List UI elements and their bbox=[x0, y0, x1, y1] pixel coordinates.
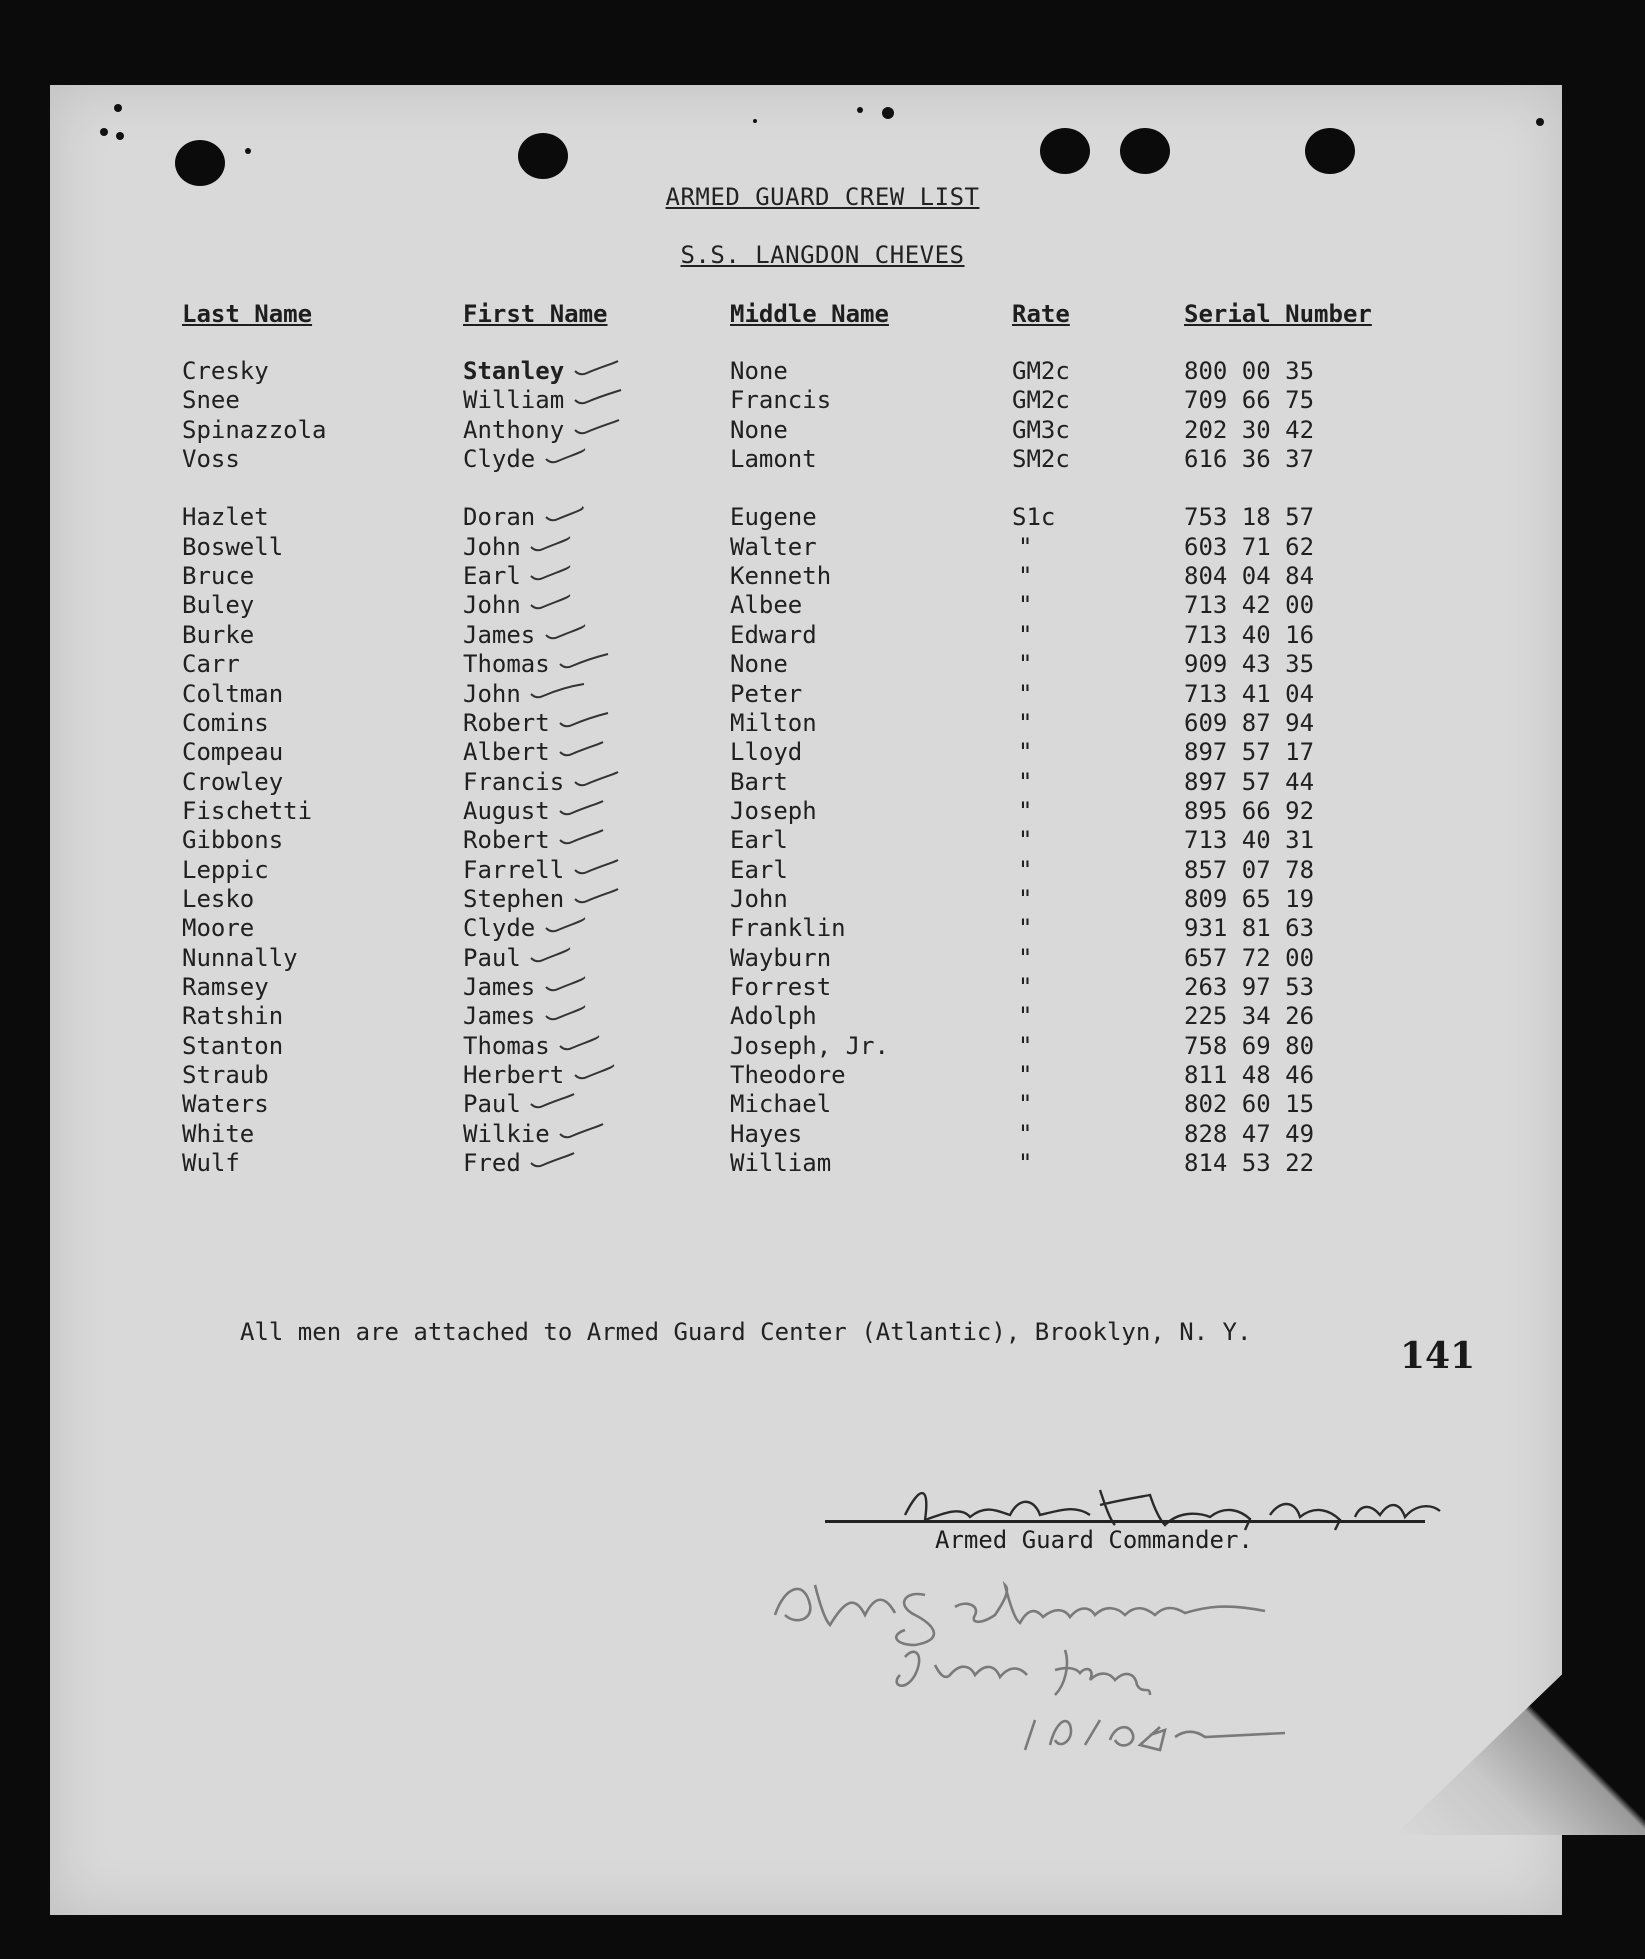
crew-middle-name: Hayes bbox=[730, 1119, 803, 1148]
check-mark bbox=[529, 682, 589, 704]
crew-last-name: Spinazzola bbox=[182, 415, 327, 444]
crew-middle-name: Franklin bbox=[730, 914, 846, 943]
crew-serial-number: 897 57 44 bbox=[1184, 767, 1315, 796]
inspector-signature bbox=[765, 1545, 1325, 1805]
crew-last-name: Voss bbox=[182, 445, 240, 474]
crew-middle-name: Earl bbox=[730, 826, 788, 855]
crew-last-name: Fischetti bbox=[182, 796, 313, 825]
crew-rate: " bbox=[1018, 826, 1033, 855]
check-mark bbox=[544, 1004, 604, 1026]
crew-first-name: Clyde bbox=[463, 914, 536, 943]
crew-serial-number: 800 00 35 bbox=[1184, 357, 1315, 385]
crew-first-name: August bbox=[463, 796, 550, 825]
crew-serial-number: 225 34 26 bbox=[1184, 1002, 1315, 1031]
crew-serial-number: 713 40 31 bbox=[1184, 826, 1315, 855]
check-mark bbox=[558, 799, 618, 821]
crew-rate: " bbox=[1018, 620, 1033, 649]
crew-first-name: Paul bbox=[463, 1090, 521, 1119]
crew-last-name: Ramsey bbox=[182, 973, 269, 1001]
check-mark bbox=[558, 1034, 618, 1056]
crew-rate: " bbox=[1018, 562, 1033, 591]
crew-rate: " bbox=[1018, 1002, 1033, 1031]
check-mark bbox=[573, 858, 633, 880]
crew-rate: " bbox=[1018, 1119, 1033, 1148]
crew-rate: " bbox=[1018, 679, 1033, 708]
crew-first-name: Clyde bbox=[463, 445, 536, 474]
crew-rate: GM3c bbox=[1012, 415, 1070, 444]
crew-serial-number: 753 18 57 bbox=[1184, 503, 1315, 532]
header-serial-number: Serial Number bbox=[1184, 300, 1372, 328]
crew-serial-number: 804 04 84 bbox=[1184, 562, 1315, 591]
crew-serial-number: 263 97 53 bbox=[1184, 973, 1315, 1001]
check-mark bbox=[573, 388, 633, 410]
crew-middle-name: Lloyd bbox=[730, 738, 803, 767]
crew-first-name: Anthony bbox=[463, 415, 565, 444]
crew-middle-name: Walter bbox=[730, 532, 817, 561]
crew-serial-number: 713 42 00 bbox=[1184, 591, 1315, 620]
crew-middle-name: Milton bbox=[730, 708, 817, 737]
crew-middle-name: None bbox=[730, 650, 788, 679]
crew-last-name: Snee bbox=[182, 386, 240, 415]
check-mark bbox=[544, 975, 604, 997]
crew-middle-name: Forrest bbox=[730, 973, 832, 1001]
crew-last-name: Carr bbox=[182, 650, 240, 679]
crew-first-name: Paul bbox=[463, 943, 521, 972]
check-mark bbox=[573, 887, 633, 909]
crew-middle-name: Edward bbox=[730, 620, 817, 649]
check-mark bbox=[529, 1151, 589, 1173]
check-mark bbox=[558, 711, 618, 733]
header-middle-name: Middle Name bbox=[730, 300, 889, 328]
crew-first-name: Wilkie bbox=[463, 1119, 550, 1148]
crew-rate: " bbox=[1018, 884, 1033, 913]
crew-middle-name: Kenneth bbox=[730, 562, 832, 591]
crew-rate: " bbox=[1018, 973, 1033, 1001]
crew-first-name: Stephen bbox=[463, 884, 565, 913]
crew-first-name: James bbox=[463, 620, 536, 649]
crew-last-name: Burke bbox=[182, 620, 255, 649]
crew-last-name: Comins bbox=[182, 708, 269, 737]
check-mark bbox=[558, 652, 618, 674]
crew-serial-number: 802 60 15 bbox=[1184, 1090, 1315, 1119]
crew-middle-name: William bbox=[730, 1149, 832, 1178]
crew-first-name: Herbert bbox=[463, 1061, 565, 1090]
crew-middle-name: John bbox=[730, 884, 788, 913]
crew-first-name: Stanley bbox=[463, 357, 565, 385]
check-mark bbox=[529, 946, 589, 968]
crew-rate: " bbox=[1018, 532, 1033, 561]
check-mark bbox=[529, 564, 589, 586]
crew-last-name: Waters bbox=[182, 1090, 269, 1119]
crew-last-name: Coltman bbox=[182, 679, 284, 708]
crew-serial-number: 609 87 94 bbox=[1184, 708, 1315, 737]
crew-middle-name: Joseph, Jr. bbox=[730, 1031, 889, 1060]
crew-first-name: John bbox=[463, 591, 521, 620]
check-mark bbox=[529, 593, 589, 615]
speck-marks bbox=[0, 0, 1645, 200]
check-mark bbox=[529, 535, 589, 557]
check-mark bbox=[544, 623, 604, 645]
crew-middle-name: Eugene bbox=[730, 503, 817, 532]
crew-first-name: Albert bbox=[463, 738, 550, 767]
page-number: 141 bbox=[1400, 1335, 1476, 1377]
crew-first-name: William bbox=[463, 386, 565, 415]
crew-last-name: Buley bbox=[182, 591, 255, 620]
crew-first-name: James bbox=[463, 1002, 536, 1031]
check-mark bbox=[558, 1122, 618, 1144]
crew-serial-number: 931 81 63 bbox=[1184, 914, 1315, 943]
crew-rate: " bbox=[1018, 943, 1033, 972]
crew-serial-number: 897 57 17 bbox=[1184, 738, 1315, 767]
crew-middle-name: Lamont bbox=[730, 445, 817, 474]
crew-middle-name: Peter bbox=[730, 679, 803, 708]
crew-last-name: Lesko bbox=[182, 884, 255, 913]
crew-last-name: Nunnally bbox=[182, 943, 298, 972]
crew-first-name: Fred bbox=[463, 1149, 521, 1178]
crew-rate: " bbox=[1018, 767, 1033, 796]
crew-first-name: Francis bbox=[463, 767, 565, 796]
header-rate: Rate bbox=[1012, 300, 1070, 328]
check-mark bbox=[573, 770, 633, 792]
crew-middle-name: Adolph bbox=[730, 1002, 817, 1031]
crew-first-name: James bbox=[463, 973, 536, 1001]
crew-serial-number: 857 07 78 bbox=[1184, 855, 1315, 884]
crew-first-name: Doran bbox=[463, 503, 536, 532]
check-mark bbox=[544, 447, 604, 469]
crew-rate: " bbox=[1018, 708, 1033, 737]
check-mark bbox=[529, 1092, 589, 1114]
check-mark bbox=[573, 418, 633, 440]
crew-serial-number: 814 53 22 bbox=[1184, 1149, 1315, 1178]
check-mark bbox=[558, 740, 618, 762]
crew-rate: " bbox=[1018, 1149, 1033, 1178]
check-mark bbox=[544, 916, 604, 938]
crew-serial-number: 909 43 35 bbox=[1184, 650, 1315, 679]
crew-middle-name: Earl bbox=[730, 855, 788, 884]
crew-middle-name: Michael bbox=[730, 1090, 832, 1119]
crew-rate: GM2c bbox=[1012, 357, 1070, 385]
crew-middle-name: Bart bbox=[730, 767, 788, 796]
crew-serial-number: 202 30 42 bbox=[1184, 415, 1315, 444]
crew-serial-number: 603 71 62 bbox=[1184, 532, 1315, 561]
crew-first-name: Earl bbox=[463, 562, 521, 591]
crew-rate: SM2c bbox=[1012, 445, 1070, 474]
crew-rate: " bbox=[1018, 1031, 1033, 1060]
crew-last-name: White bbox=[182, 1119, 255, 1148]
crew-middle-name: Theodore bbox=[730, 1061, 846, 1090]
crew-first-name: Thomas bbox=[463, 1031, 550, 1060]
crew-serial-number: 713 40 16 bbox=[1184, 620, 1315, 649]
crew-serial-number: 713 41 04 bbox=[1184, 679, 1315, 708]
crew-rate: " bbox=[1018, 1061, 1033, 1090]
crew-rate: S1c bbox=[1012, 503, 1056, 532]
crew-last-name: Gibbons bbox=[182, 826, 284, 855]
crew-rate: " bbox=[1018, 1090, 1033, 1119]
crew-middle-name: Wayburn bbox=[730, 943, 832, 972]
crew-last-name: Straub bbox=[182, 1061, 269, 1090]
crew-middle-name: Joseph bbox=[730, 796, 817, 825]
check-mark bbox=[573, 1063, 633, 1085]
crew-serial-number: 809 65 19 bbox=[1184, 884, 1315, 913]
crew-serial-number: 895 66 92 bbox=[1184, 796, 1315, 825]
crew-serial-number: 709 66 75 bbox=[1184, 386, 1315, 415]
signature-title: Armed Guard Commander. bbox=[935, 1526, 1253, 1554]
crew-serial-number: 616 36 37 bbox=[1184, 445, 1315, 474]
crew-first-name: Robert bbox=[463, 826, 550, 855]
crew-first-name: Thomas bbox=[463, 650, 550, 679]
header-first-name: First Name bbox=[463, 300, 608, 328]
crew-rate: " bbox=[1018, 591, 1033, 620]
crew-serial-number: 758 69 80 bbox=[1184, 1031, 1315, 1060]
crew-last-name: Cresky bbox=[182, 357, 269, 385]
crew-rate: " bbox=[1018, 796, 1033, 825]
crew-middle-name: None bbox=[730, 415, 788, 444]
crew-last-name: Wulf bbox=[182, 1149, 240, 1178]
crew-last-name: Ratshin bbox=[182, 1002, 284, 1031]
crew-rate: " bbox=[1018, 855, 1033, 884]
crew-last-name: Moore bbox=[182, 914, 255, 943]
signature-line bbox=[825, 1520, 1425, 1523]
crew-last-name: Compeau bbox=[182, 738, 284, 767]
crew-rate: " bbox=[1018, 650, 1033, 679]
check-mark bbox=[544, 505, 604, 527]
crew-last-name: Leppic bbox=[182, 855, 269, 884]
crew-first-name: John bbox=[463, 679, 521, 708]
crew-last-name: Bruce bbox=[182, 562, 255, 591]
header-last-name: Last Name bbox=[182, 300, 313, 328]
crew-rate: " bbox=[1018, 914, 1033, 943]
check-mark bbox=[558, 828, 618, 850]
crew-first-name: John bbox=[463, 532, 521, 561]
crew-last-name: Hazlet bbox=[182, 503, 269, 532]
crew-last-name: Crowley bbox=[182, 767, 284, 796]
crew-serial-number: 657 72 00 bbox=[1184, 943, 1315, 972]
crew-rate: GM2c bbox=[1012, 386, 1070, 415]
crew-last-name: Boswell bbox=[182, 532, 284, 561]
attachment-note: All men are attached to Armed Guard Center (Atlantic), Brooklyn, N. Y. bbox=[240, 1318, 1252, 1346]
crew-first-name: Robert bbox=[463, 708, 550, 737]
check-mark bbox=[573, 359, 633, 381]
crew-first-name: Farrell bbox=[463, 855, 565, 884]
crew-serial-number: 828 47 49 bbox=[1184, 1119, 1315, 1148]
crew-last-name: Stanton bbox=[182, 1031, 284, 1060]
ship-name: S.S. LANGDON CHEVES bbox=[680, 241, 965, 269]
crew-middle-name: None bbox=[730, 357, 788, 385]
document-title: ARMED GUARD CREW LIST bbox=[665, 183, 980, 211]
crew-serial-number: 811 48 46 bbox=[1184, 1061, 1315, 1090]
crew-middle-name: Albee bbox=[730, 591, 803, 620]
crew-middle-name: Francis bbox=[730, 386, 832, 415]
crew-rate: " bbox=[1018, 738, 1033, 767]
